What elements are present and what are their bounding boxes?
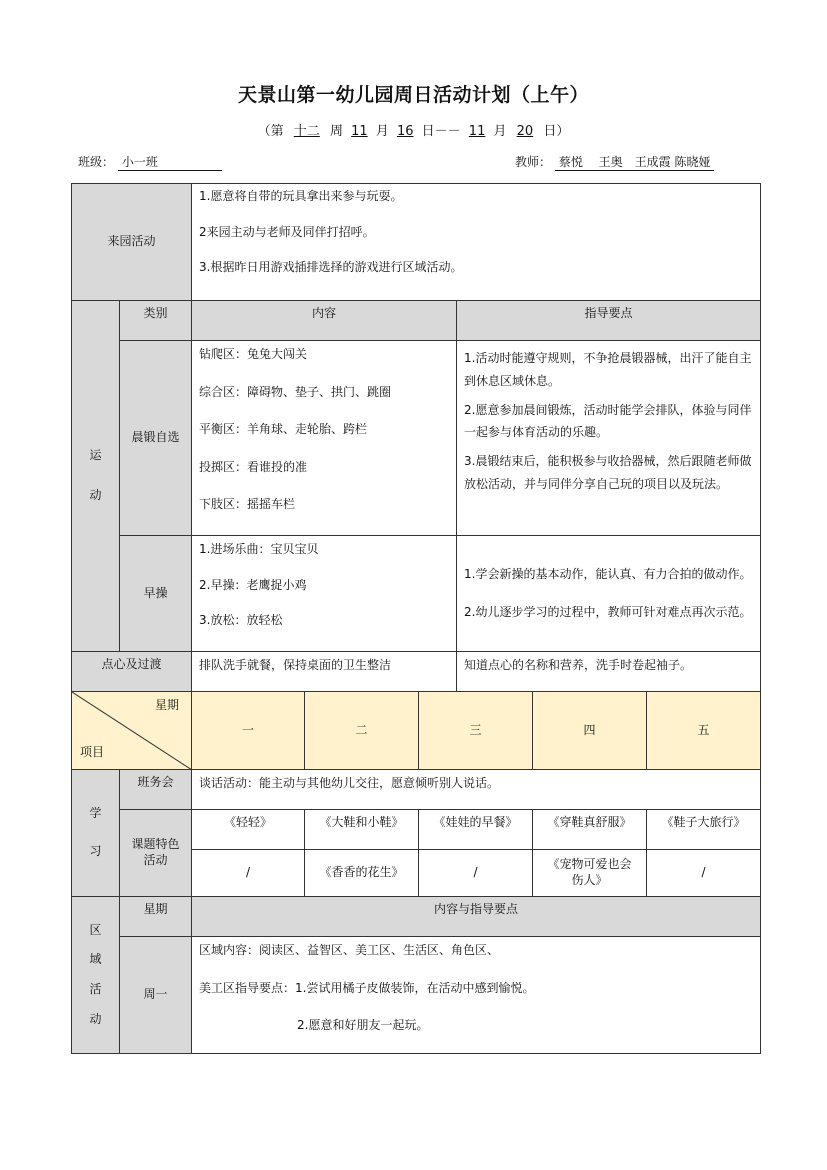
snack-guidance: 知道点心的名称和营养，洗手时卷起袖子。	[457, 652, 761, 692]
teacher-info	[515, 153, 714, 171]
snack-label: 点心及过渡	[72, 652, 192, 692]
date-open: （第	[257, 124, 284, 139]
area-line: 美工区指导要点：1.尝试用橘子皮做装饰，在活动中感到愉悦。	[199, 980, 535, 995]
guidance-item: 2.幼儿逐步学习的过程中，教师可针对难点再次示范。	[464, 604, 752, 619]
content-header: 内容	[192, 301, 457, 341]
featured-cell: 《香香的花生》	[305, 850, 419, 897]
area-monday-label: 周一	[120, 937, 192, 1054]
exercise-zone: 下肢区：摇摇车栏	[199, 497, 296, 512]
area-line: 2.愿意和好朋友一起玩。	[297, 1018, 429, 1033]
teacher-label: 教师：	[515, 155, 552, 169]
sports-label-char: 运	[89, 448, 102, 463]
featured-cell: 《娃娃的早餐》	[419, 810, 533, 850]
weekday-item-corner	[72, 692, 192, 770]
area-monday-content	[192, 937, 761, 1054]
area-header-row	[72, 897, 761, 937]
arrival-content	[192, 184, 761, 301]
weekday-header-row	[72, 692, 761, 770]
guidance-item: 3.晨锻结束后，能积极参与收拾器械，然后跟随老师做放松活动，并与同伴分享自己玩的项目以及玩法。	[464, 454, 752, 491]
sports-label	[72, 301, 120, 652]
guidance-item: 2.愿意参加晨间锻炼，活动时能学会排队，体验与同伴一起参与体育活动的乐趣。	[464, 402, 752, 440]
exercise-zone: 钻爬区：兔兔大闯关	[199, 347, 308, 361]
study-label-char: 学	[89, 806, 102, 821]
arrival-label: 来园活动	[72, 184, 192, 301]
featured-label: 课题特色活动	[120, 810, 192, 897]
plan-table	[71, 183, 761, 1054]
area-content-header: 内容与指导要点	[192, 897, 761, 937]
weekday-tue: 二	[305, 692, 419, 770]
exercise-zone: 平衡区：羊角球、走轮胎、跨栏	[199, 422, 368, 437]
teacher-value: 蔡悦 王奥 王成霞 陈晓娅	[555, 153, 715, 171]
drill-item: 3.放松：放轻松	[199, 613, 283, 628]
featured-cell: /	[419, 850, 533, 897]
arrival-item: 2来园主动与老师及同伴打招呼。	[199, 224, 375, 239]
study-label-char: 习	[89, 844, 102, 858]
guidance-header: 指导要点	[457, 301, 761, 341]
drill-item: 2.早操：老鹰捉小鸡	[199, 577, 307, 592]
featured-cell: /	[192, 850, 305, 897]
end-day: 20	[516, 124, 534, 139]
area-label-char: 活	[89, 982, 102, 996]
weekday-wed: 三	[419, 692, 533, 770]
class-value: 小一班	[118, 153, 222, 171]
morning-exercise-row	[72, 341, 761, 536]
morning-drill-guidance	[457, 536, 761, 652]
weekday-mon: 一	[192, 692, 305, 770]
morning-drill-label: 早操	[120, 536, 192, 652]
class-meeting-row	[72, 770, 761, 810]
featured-cell: /	[647, 850, 761, 897]
arrival-row	[72, 184, 761, 301]
morning-drill-content	[192, 536, 457, 652]
featured-cell: 《鞋子大旅行》	[647, 810, 761, 850]
weekday-fri: 五	[647, 692, 761, 770]
week-label: 周	[329, 124, 343, 139]
month-label-1: 月	[375, 124, 389, 139]
area-weekday-label: 星期	[120, 897, 192, 937]
date-range	[0, 120, 827, 139]
month-label-2: 月	[493, 124, 507, 139]
morning-drill-row	[72, 536, 761, 652]
exercise-zone: 投掷区：看谁投的准	[199, 459, 308, 474]
day-separator: 日－－	[421, 124, 461, 139]
area-label	[72, 897, 120, 1054]
end-month: 11	[468, 124, 486, 139]
guidance-item: 1.学会新操的基本动作，能认真、有力合拍的做动作。	[464, 566, 752, 581]
featured-row-1	[72, 810, 761, 850]
item-label: 项目	[80, 745, 105, 760]
area-monday-row	[72, 937, 761, 1054]
date-close: 日）	[543, 124, 570, 139]
morning-exercise-content	[192, 341, 457, 536]
area-label-char: 区	[89, 922, 102, 937]
arrival-item: 3.根据昨日用游戏插排选择的游戏进行区域活动。	[199, 260, 463, 275]
featured-cell: 《大鞋和小鞋》	[305, 810, 419, 850]
area-label-char: 动	[89, 1011, 102, 1026]
class-info	[78, 153, 222, 171]
arrival-item: 1.愿意将自带的玩具拿出来参与玩耍。	[199, 189, 403, 203]
week-number: 十二	[293, 124, 320, 139]
guidance-item: 1.活动时能遵守规则，不争抢晨锻器械，出汗了能自主到休息区域休息。	[464, 351, 752, 388]
category-header: 类别	[120, 301, 192, 341]
class-meeting-label: 班务会	[120, 770, 192, 810]
start-day: 16	[396, 124, 414, 139]
area-label-char: 域	[89, 952, 102, 967]
morning-exercise-guidance	[457, 341, 761, 536]
study-label	[72, 770, 120, 897]
featured-cell: 《穿鞋真舒服》	[533, 810, 647, 850]
snack-row	[72, 652, 761, 692]
start-month: 11	[351, 124, 368, 139]
weekday-label: 星期	[155, 698, 180, 712]
snack-content: 排队洗手就餐，保持桌面的卫生整洁	[192, 652, 457, 692]
featured-cell: 《轻轻》	[192, 810, 305, 850]
sports-header-row	[72, 301, 761, 341]
featured-cell: 《宠物可爱也会伤人》	[533, 850, 647, 897]
exercise-zone: 综合区：障碍物、垫子、拱门、跳圈	[199, 384, 392, 399]
sports-label-char: 动	[89, 488, 102, 502]
area-line: 区域内容：阅读区、益智区、美工区、生活区、角色区、	[199, 943, 500, 957]
weekday-thu: 四	[533, 692, 647, 770]
page-title: 天景山第一幼儿园周日活动计划（上午）	[237, 84, 589, 106]
morning-exercise-label: 晨锻自选	[120, 341, 192, 536]
class-label: 班级：	[78, 155, 115, 169]
class-meeting-content: 谈话活动：能主动与其他幼儿交往，愿意倾听别人说话。	[192, 770, 761, 810]
drill-item: 1.进场乐曲：宝贝宝贝	[199, 542, 319, 556]
